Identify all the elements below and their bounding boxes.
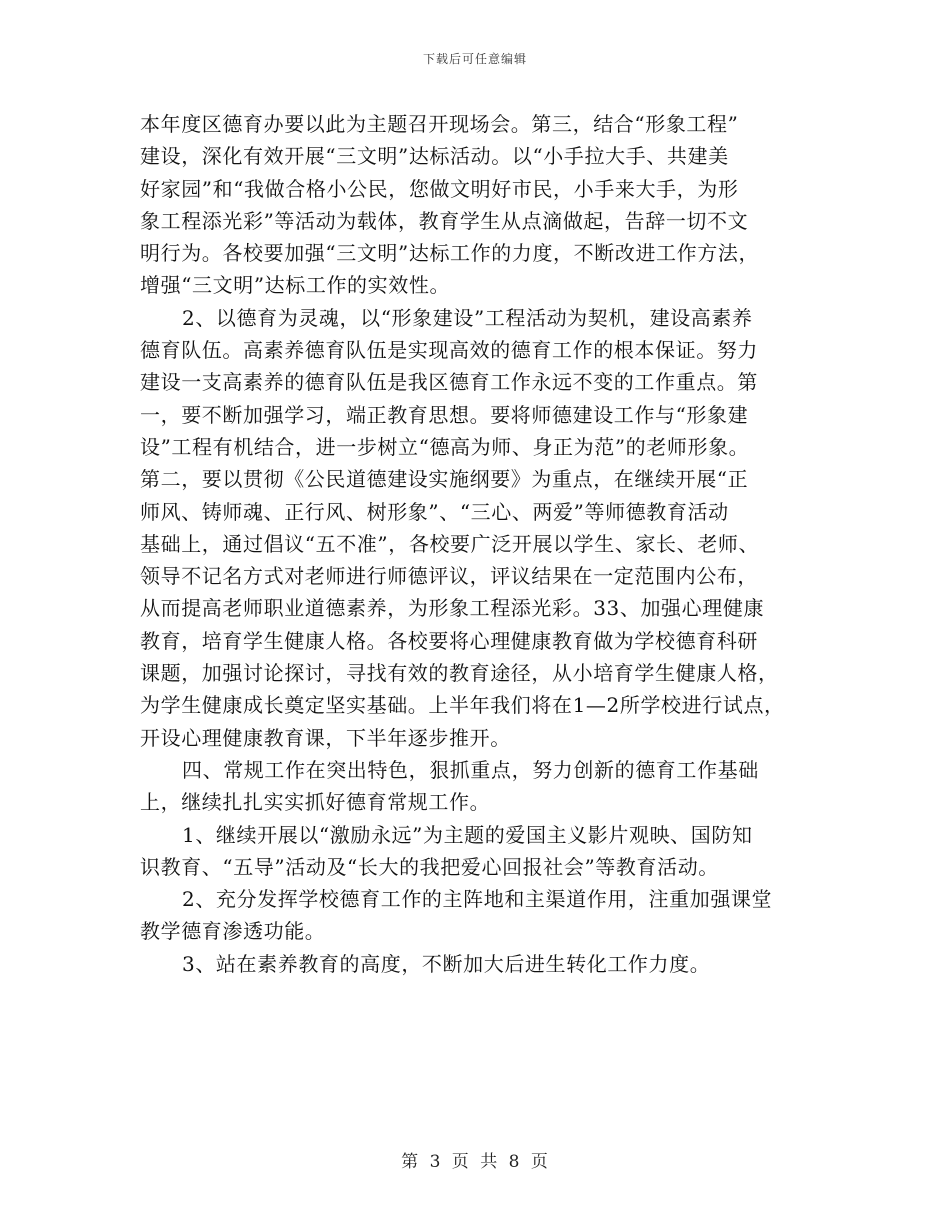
text-line: 设”工程有机结合，进一步树立“德高为师、身正为范”的老师形象。 (140, 434, 750, 459)
text-line: 教学德育渗透功能。 (140, 919, 326, 944)
text-line: 好家园”和“我做合格小公民，您做文明好市民，小手来大手，为形 (140, 176, 739, 201)
page-header: 下载后可任意编辑 (422, 52, 527, 66)
text-line: 建设一支高素养的德育队伍是我区德育工作永远不变的工作重点。第 (140, 370, 758, 395)
text-line: 为学生健康成长奠定坚实基础。上半年我们将在1—2所学校进行试点， (140, 693, 785, 718)
text-line: 明行为。各校要加强“三文明”达标工作的力度，不断改进工作方法， (140, 241, 760, 266)
text-line: 四、常规工作在突出特色，狠抓重点，努力创新的德育工作基础 (182, 757, 759, 782)
text-line: 开设心理健康教育课，下半年逐步推开。 (140, 725, 511, 750)
text-line: 增强“三文明”达标工作的实效性。 (140, 273, 451, 298)
text-line: 3、站在素养教育的高度，不断加大后进生转化工作力度。 (182, 951, 711, 976)
text-line: 师风、铸师魂、正行风、树形象”、“三心、两爱”等师德教育活动 (140, 499, 729, 524)
text-line: 基础上，通过倡议“五不准”，各校要广泛开展以学生、家长、老师、 (140, 531, 760, 556)
text-line: 一，要不断加强学习，端正教育思想。要将师德建设工作与“形象建 (140, 402, 749, 427)
text-line: 第二，要以贯彻《公民道德建设实施纲要》为重点，在继续开展“正 (140, 467, 749, 492)
page-number-footer: 第 3 页 共 8 页 (401, 1152, 549, 1172)
text-line: 2、充分发挥学校德育工作的主阵地和主渠道作用，注重加强课堂 (182, 887, 773, 912)
text-line: 从而提高老师职业道德素养，为形象工程添光彩。33、加强心理健康 (140, 596, 765, 621)
text-line: 上，继续扎扎实实抓好德育常规工作。 (140, 790, 491, 815)
text-line: 识教育、“五导”活动及“长大的我把爱心回报社会”等教育活动。 (140, 854, 719, 879)
text-line: 教育，培育学生健康人格。各校要将心理健康教育做为学校德育科研 (140, 628, 758, 653)
text-line: 1、继续开展以“激励永远”为主题的爱国主义影片观映、国防知 (182, 822, 753, 847)
document-body (140, 108, 816, 980)
text-line: 建设，深化有效开展“三文明”达标活动。以“小手拉大手、共建美 (140, 144, 729, 169)
text-line: 德育队伍。高素养德育队伍是实现高效的德育工作的根本保证。努力 (140, 338, 758, 363)
text-line: 领导不记名方式对老师进行师德评议，评议结果在一定范围内公布， (140, 564, 758, 589)
text-line: 象工程添光彩”等活动为载体，教育学生从点滴做起，告辞一切不文 (140, 208, 749, 233)
text-line: 2、以德育为灵魂，以“形象建设”工程活动为契机，建设高素养 (182, 305, 753, 330)
text-line: 本年度区德育办要以此为主题召开现场会。第三，结合“形象工程” (140, 112, 739, 136)
text-line: 课题，加强讨论探讨，寻找有效的教育途径，从小培育学生健康人格， (140, 661, 779, 686)
